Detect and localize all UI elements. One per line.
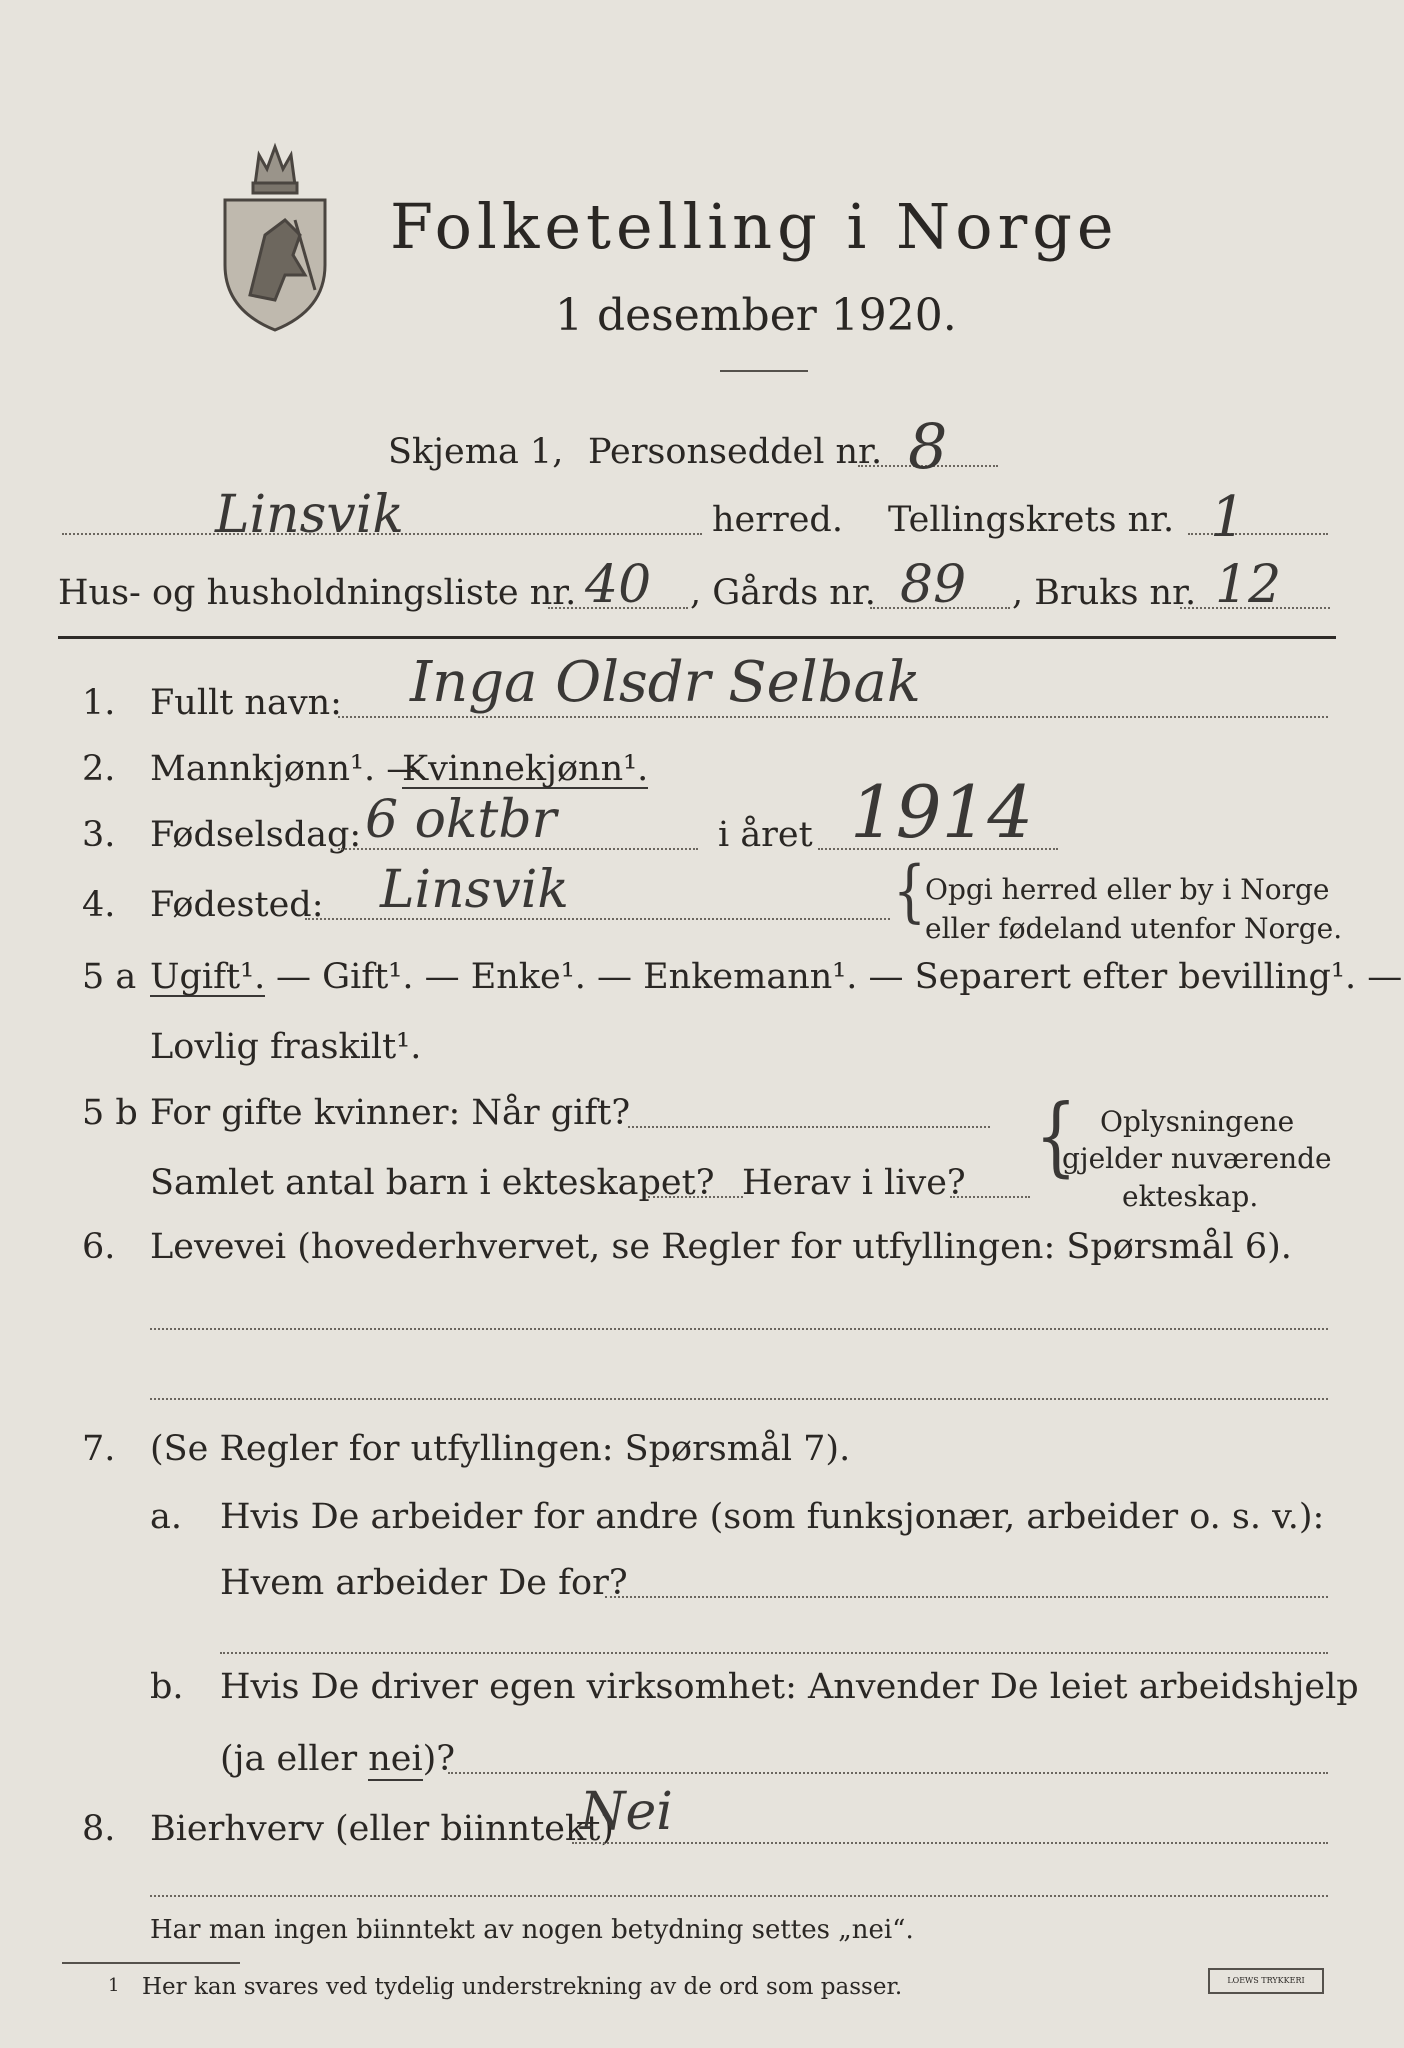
q1-number: 1. (82, 683, 116, 723)
q5b-number: 5 b (82, 1093, 138, 1133)
q7b-text2-a: (ja eller (220, 1739, 358, 1779)
q5b-line3 (950, 1196, 1030, 1198)
q4-note-line2: eller fødeland utenfor Norge. (925, 912, 1343, 945)
title-divider (720, 370, 808, 372)
hus-label: Hus- og husholdningsliste nr. (58, 573, 577, 613)
birth-year-value: 1914 (850, 770, 1034, 854)
q7a-text: Hvis De arbeider for andre (som funksjonær, arbeider o. s. v.): (220, 1497, 1325, 1537)
q7b-nei-underlined: nei (368, 1739, 423, 1779)
bruks-value: 12 (1215, 555, 1282, 615)
herred-label: herred. (712, 500, 843, 540)
q7b-line (448, 1772, 1328, 1774)
q3-year-label: i året (718, 815, 813, 855)
personseddel-value: 8 (908, 410, 948, 483)
q6-line1 (150, 1328, 1328, 1330)
q2-number: 2. (82, 749, 116, 789)
q7b-text: Hvis De driver egen virksomhet: Anvender De leiet arbeidshjelp (220, 1667, 1359, 1707)
q3-number: 3. (82, 815, 116, 855)
birthplace-value: Linsvik (380, 860, 569, 920)
form-title: Folketelling i Norge (390, 190, 1119, 263)
q2-male: Mannkjønn¹. — (150, 749, 422, 789)
q6-label: Levevei (hovederhvervet, se Regler for utfyllingen: Spørsmål 6). (150, 1227, 1292, 1267)
q1-line (338, 716, 1328, 718)
q7a-letter: a. (150, 1497, 182, 1537)
gards-value: 89 (900, 555, 967, 615)
q5b-note1: Oplysningene (1100, 1105, 1295, 1138)
q4-label: Fødested: (150, 885, 324, 925)
q8-label: Bierhverv (eller biinntekt) (150, 1809, 614, 1849)
gards-label: , Gårds nr. (690, 573, 876, 613)
herred-value: Linsvik (215, 485, 404, 545)
q5b-line2 (648, 1196, 743, 1198)
skjema-label: Skjema 1, (388, 432, 564, 472)
q8-line2 (150, 1895, 1328, 1897)
bruks-label: , Bruks nr. (1012, 573, 1197, 613)
personseddel-label: Personseddel nr. (588, 432, 883, 472)
q4-brace: { (893, 853, 927, 931)
footer-note: Har man ingen biinntekt av nogen betydning settes „nei“. (150, 1915, 914, 1945)
footnote-rule (62, 1962, 240, 1964)
q5a-number: 5 a (82, 957, 137, 997)
q7a-line2 (220, 1652, 1328, 1654)
q5a-line2: Lovlig fraskilt¹. (150, 1027, 422, 1067)
q2-female-underlined: Kvinnekjønn¹. (402, 749, 649, 789)
birthday-value: 6 oktbr (365, 790, 557, 850)
q5b-label: For gifte kvinner: Når gift? (150, 1093, 631, 1133)
q5b-label3: Herav i live? (742, 1163, 966, 1203)
q1-label: Fullt navn: (150, 683, 342, 723)
q8-line1 (572, 1842, 1328, 1844)
q7a-text2: Hvem arbeider De for? (220, 1563, 628, 1603)
q4-note-line1: Opgi herred eller by i Norge (925, 873, 1330, 906)
footnote-mark: 1 (108, 1975, 120, 1996)
q7b-text2-c: )? (422, 1739, 456, 1779)
q4-number: 4. (82, 885, 116, 925)
coat-of-arms-icon (215, 125, 335, 335)
q5b-note2: gjelder nuværende (1062, 1142, 1332, 1175)
printer-stamp: LOEWS TRYKKERI (1208, 1968, 1324, 1994)
q7b-text2 (220, 1739, 456, 1779)
header-rule (58, 636, 1336, 639)
tellingskrets-line (1188, 533, 1328, 535)
q5b-line1 (628, 1126, 990, 1128)
q5b-note3: ekteskap. (1122, 1180, 1259, 1213)
q5a-ugift-underlined: Ugift¹. (150, 957, 266, 997)
full-name-value: Inga Olsdr Selbak (410, 650, 921, 715)
tellingskrets-label: Tellingskrets nr. (888, 500, 1175, 540)
q6-line2 (150, 1398, 1328, 1400)
q5a-options: — Gift¹. — Enke¹. — Enkemann¹. — Separert efter bevilling¹. — (276, 957, 1403, 997)
q6-number: 6. (82, 1227, 116, 1267)
census-date: 1 desember 1920. (555, 290, 957, 341)
q5b-label2: Samlet antal barn i ekteskapet? (150, 1163, 715, 1203)
q7a-line1 (605, 1596, 1328, 1598)
q8-number: 8. (82, 1809, 116, 1849)
footnote-text: Her kan svares ved tydelig understrekning av de ord som passer. (142, 1974, 903, 2000)
hus-value: 40 (585, 555, 652, 615)
q7b-letter: b. (150, 1667, 184, 1707)
q5b-brace: { (1035, 1086, 1077, 1187)
q7-label: (Se Regler for utfyllingen: Spørsmål 7). (150, 1429, 851, 1469)
tellingskrets-value: 1 (1210, 485, 1246, 550)
side-income-value: Nei (580, 1782, 673, 1842)
q3-label: Fødselsdag: (150, 815, 362, 855)
q7-number: 7. (82, 1429, 116, 1469)
